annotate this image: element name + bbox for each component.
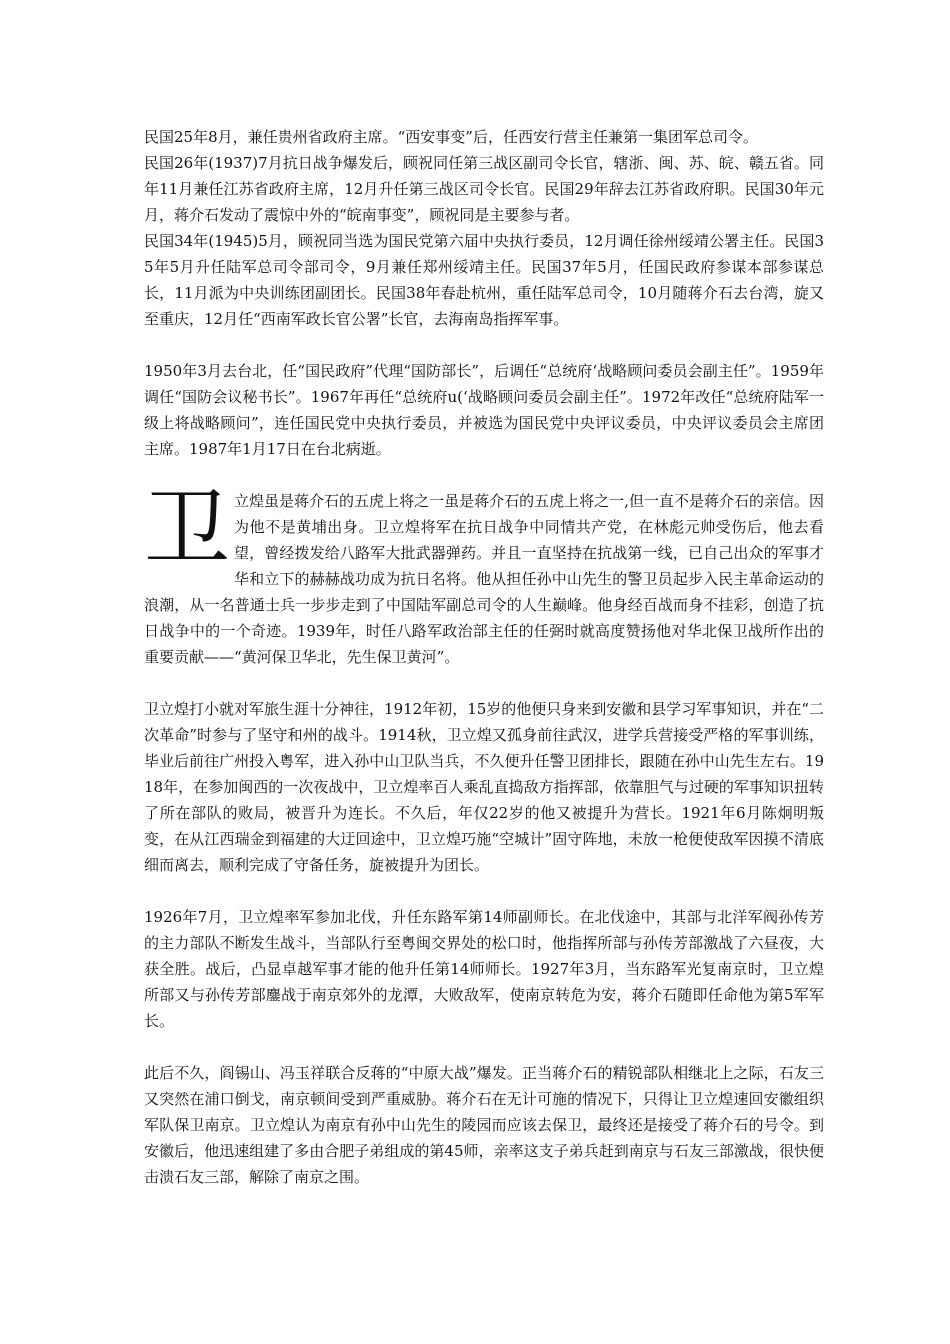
paragraph-8: 此后不久，阎锡山、冯玉祥联合反蒋的“中原大战”爆发。正当蒋介石的精锐部队相继北上之际，石友三又突然在浦口倒戈，南京顿间受到严重威胁。蒋介石在无计可施的情况下，只得让卫立煌速回安徽组织军队保卫南京。卫立煌认为南京有孙中山先生的陵园而应该去保卫，最终还是接受了蒋介石的号令。到安徽后，他迅速组建了多由合肥子弟组成的第45师，亲率这支子弟兵赶到南京与石友三部激战，很快便击溃石友三部，解除了南京之围。 (144, 1064, 824, 1186)
paragraph-5 (144, 479, 824, 670)
paragraph-5-text: 立煌虽是蒋介石的五虎上将之一虽是蒋介石的五虎上将之一,但一直不是蒋介石的亲信。因为他不是黄埔出身。卫立煌将军在抗日战争中同情共产党，在林彪元帅受伤后，他去看望，曾经拨发给八路军大批武器弹药。并且一直坚持在抗战第一线，已自己出众的军事才华和立下的赫赫战功成为抗日名将。他从担任孙中山先生的警卫员起步入民主革命运动的浪潮，从一名普通士兵一步步走到了中国陆军副总司令的人生巅峰。他身经百战而身不挂彩，创造了抗日战争中的一个奇迹。1939年，时任八路军政治部主任的任弼时就高度赞扬他对华北保卫战所作出的重要贡献——“黄河保卫华北，先生保卫黄河”。 (144, 492, 824, 666)
paragraph-spacer (144, 878, 824, 904)
paragraph-spacer (144, 1034, 824, 1060)
paragraph-7: 1926年7月，卫立煌率军参加北伐，升任东路军第14师副师长。在北伐途中，其部与北洋军阀孙传芳的主力部队不断发生战斗，当部队行至粤闽交界处的松口时，他指挥所部与孙传芳部激战了六昼夜，大获全胜。战后，凸显卓越军事才能的他升任第14师师长。1927年3月，当东路军光复南京时，卫立煌所部又与孙传芳部鏖战于南京郊外的龙潭，大败敌军，使南京转危为安，蒋介石随即任命他为第5军军长。 (144, 908, 824, 1030)
paragraph-1: 民国25年8月，兼任贵州省政府主席。“西安事变”后，任西安行营主任兼第一集团军总司令。 (144, 128, 758, 146)
paragraph-2: 民国26年(1937)7月抗日战争爆发后，顾祝同任第三战区副司令长官，辖浙、闽、苏、皖、赣五省。同年11月兼任江苏省政府主席，12月升任第三战区司令长官。民国29年辞去江苏省政府职。民国30年元月，蒋介石发动了震惊中外的“皖南事变”，顾祝同是主要参与者。 (144, 154, 824, 224)
drop-cap: 卫 (144, 479, 230, 579)
paragraph-3: 民国34年(1945)5月，顾祝同当选为国民党第六届中央执行委员，12月调任徐州绥靖公署主任。民国35年5月升任陆军总司令部司令，9月兼任郑州绥靖主任。民国37年5月，任国民政府参谋本部参谋总长，11月派为中央训练团副团长。民国38年春赴杭州，重任陆军总司令，10月随蒋介石去台湾，旋又至重庆，12月任“西南军政长官公署”长官，去海南岛指挥军事。 (144, 232, 824, 328)
document-page (144, 124, 824, 1190)
paragraph-spacer (144, 670, 824, 696)
paragraph-6: 卫立煌打小就对军旅生涯十分神往，1912年初，15岁的他便只身来到安徽和县学习军事知识，并在“二次革命”时参与了坚守和州的战斗。1914秋，卫立煌又孤身前往武汉，进学兵营接受严格的军事训练，毕业后前往广州投入粤军，进入孙中山卫队当兵，不久便升任警卫团排长，跟随在孙中山先生左右。1918年，在参加闽西的一次夜战中，卫立煌率百人乘乱直捣敌方指挥部，依靠胆气与过硬的军事知识扭转了所在部队的败局，被晋升为连长。不久后，年仅22岁的他又被提升为营长。1921年6月陈炯明叛变，在从江西瑞金到福建的大迂回途中，卫立煌巧施“空城计”固守阵地，未放一枪便使敌军因摸不清底细而离去，顺利完成了守备任务，旋被提升为团长。 (144, 700, 824, 874)
paragraph-spacer (144, 332, 824, 358)
paragraph-4: 1950年3月去台北，任“国民政府”代理“国防部长”，后调任“总统府‘战略顾问委员会副主任”。1959年调任“国防会议秘书长”。1967年再任“总统府u(‘战略顾问委员会副主任”。1972年改任“总统府陆军一级上将战略顾问”，连任国民党中央执行委员，并被选为国民党中央评议委员，中央评议委员会主席团主席。1987年1月17日在台北病逝。 (144, 362, 824, 458)
paragraph-spacer (144, 462, 824, 488)
